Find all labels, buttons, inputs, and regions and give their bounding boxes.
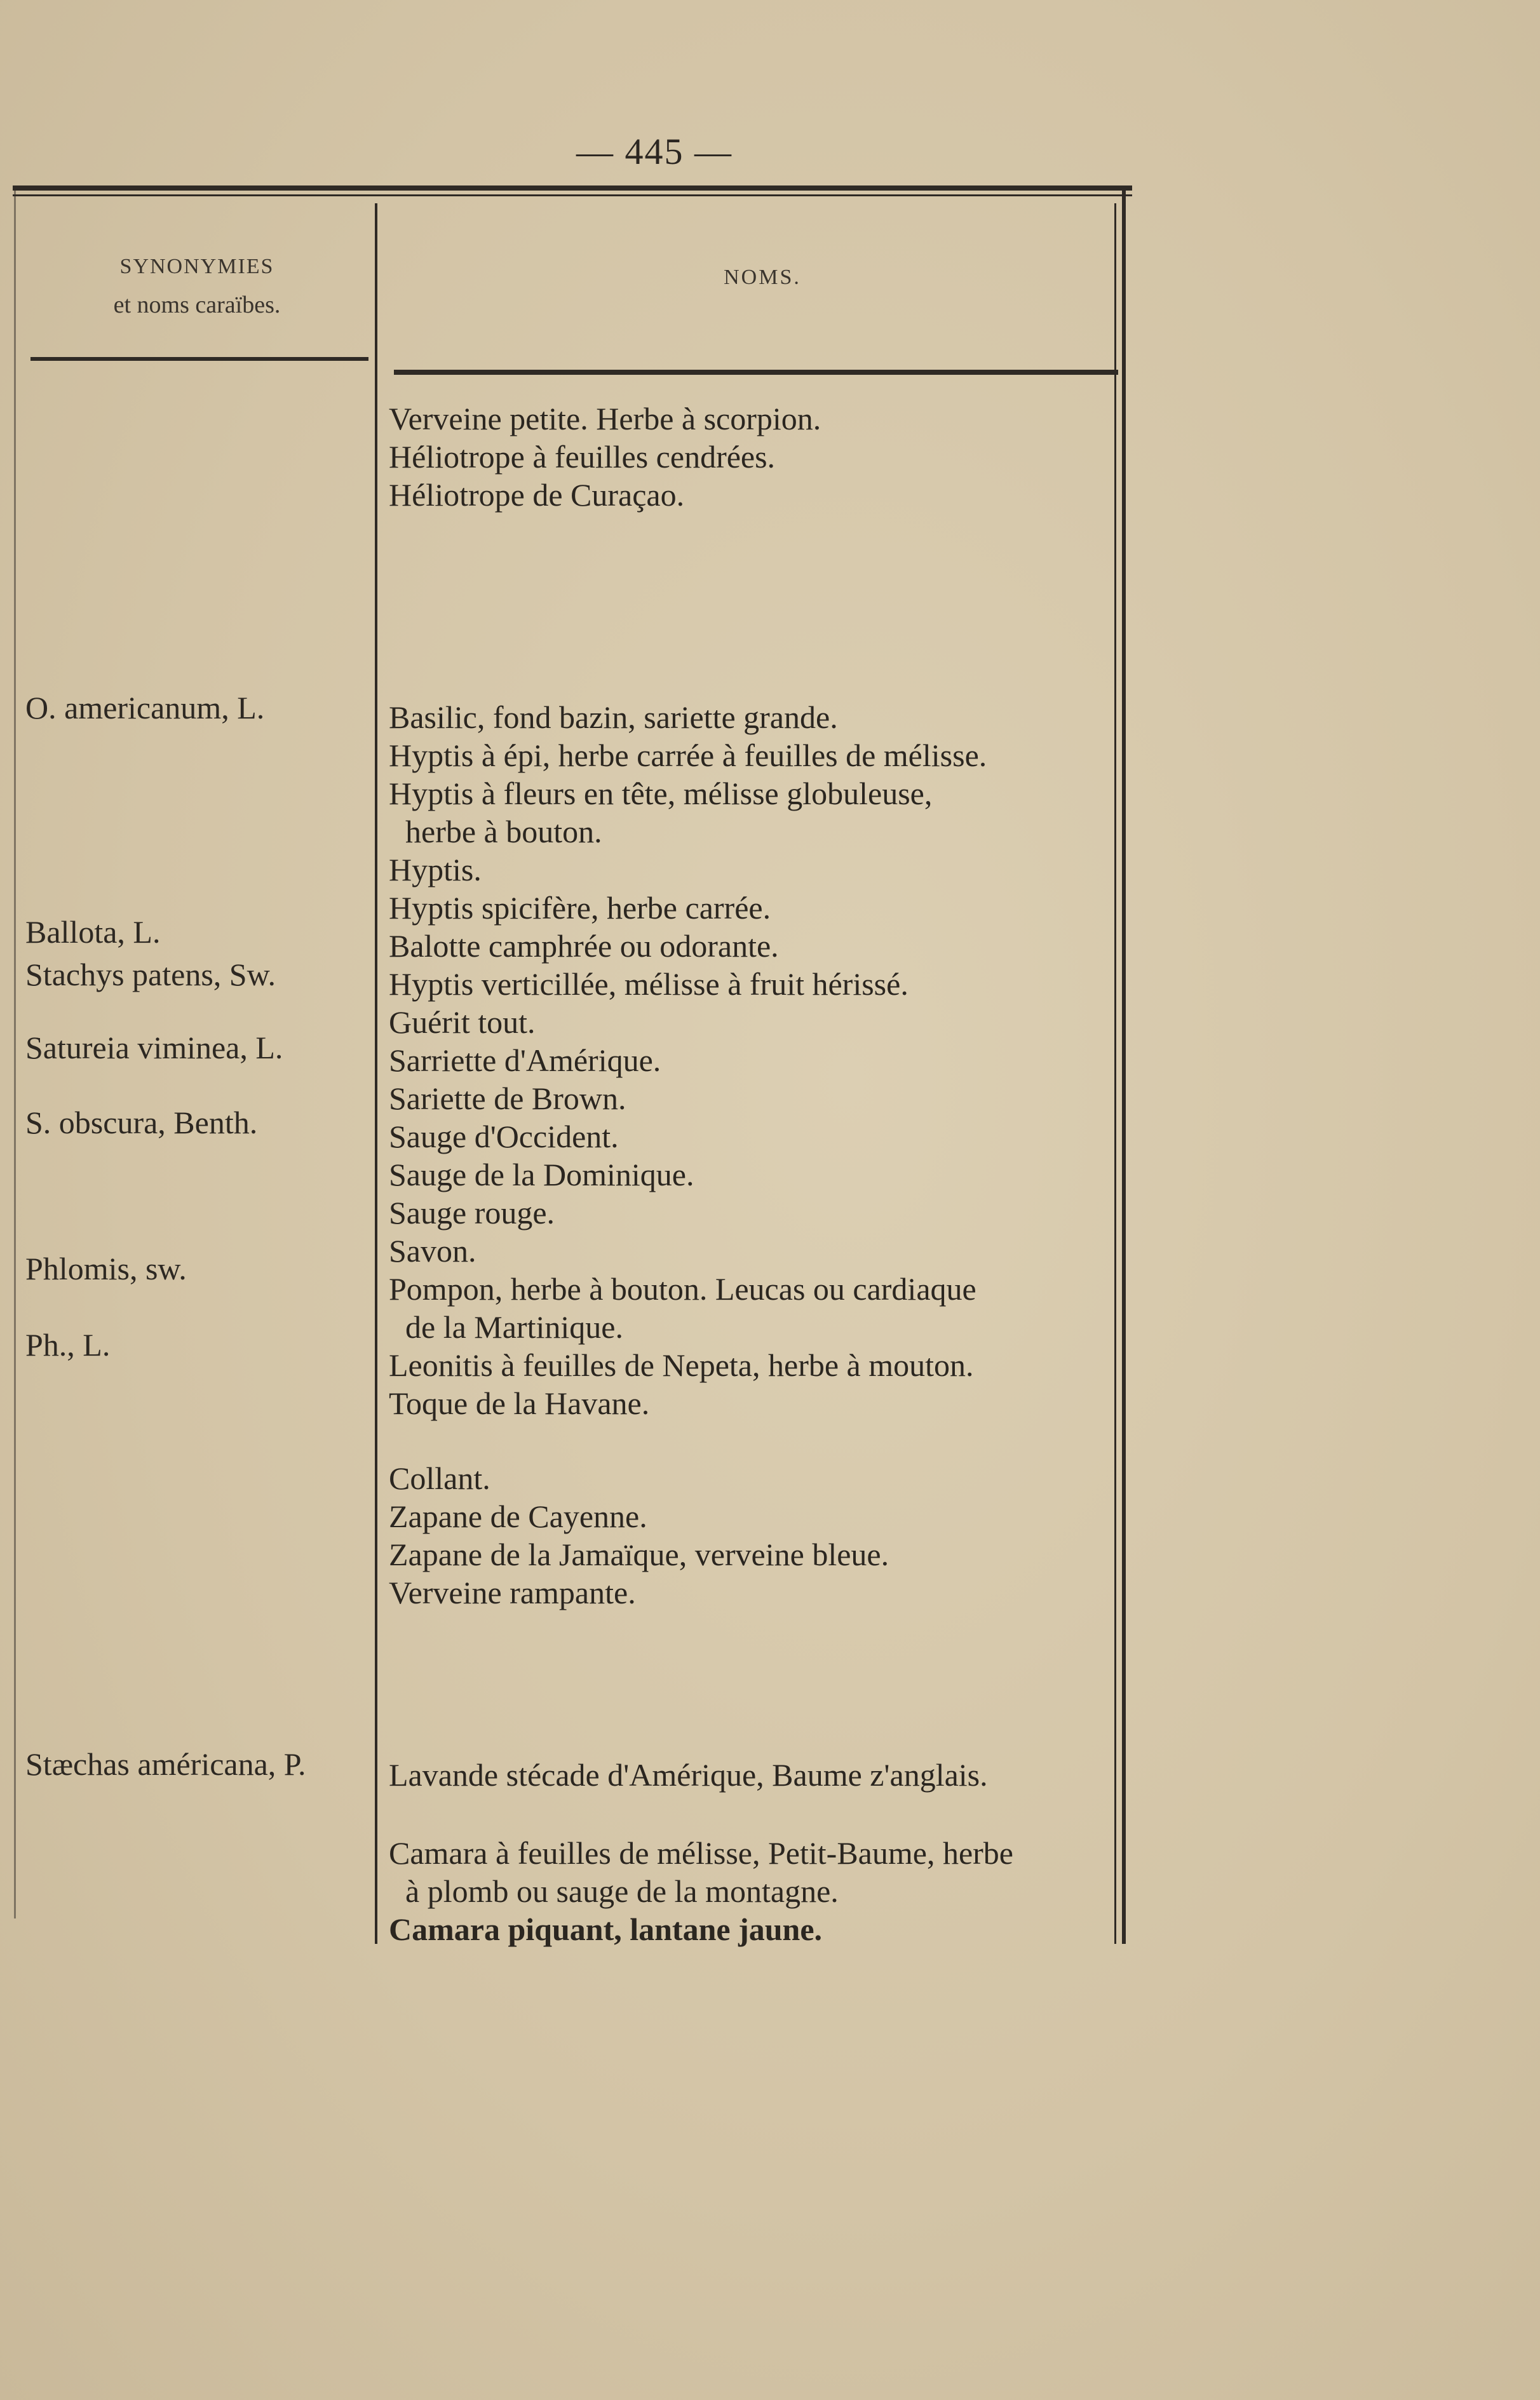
name-entry: herbe à bouton. [405,814,602,849]
synonym-entry: Phlomis, sw. [25,1251,187,1286]
name-entry: Guérit tout. [389,1004,536,1040]
column-divider [375,203,377,1944]
synonym-entry: Ballota, L. [25,914,161,950]
name-entry: Leonitis à feuilles de Nepeta, herbe à mouton. [389,1347,974,1383]
synonymies-header [70,235,324,318]
header-rule-left [30,357,368,361]
name-entry: Hyptis à fleurs en tête, mélisse globuleuse, [389,776,933,811]
name-entry: de la Martinique. [405,1309,623,1345]
name-entry: Toque de la Havane. [389,1385,650,1421]
name-entry: Camara piquant, lantane jaune. [389,1911,823,1947]
name-entry: Savon. [389,1233,476,1269]
name-entry: Pompon, herbe à bouton. Leucas ou cardiaque [389,1271,976,1307]
name-entry: Collant. [389,1460,490,1496]
name-entry: Camara à feuilles de mélisse, Petit-Baume, herbe [389,1835,1013,1871]
name-entry: à plomb ou sauge de la montagne. [405,1873,839,1909]
name-entry: Hyptis verticillée, mélisse à fruit hérissé. [389,966,908,1002]
name-entry: Basilic, fond bazin, sariette grande. [389,699,838,735]
table-top-rule-thin [13,194,1132,196]
name-entry: Hyptis à épi, herbe carrée à feuilles de mélisse. [389,738,987,773]
name-entry: Zapane de Cayenne. [389,1499,647,1534]
synonym-entry: O. americanum, L. [25,690,265,725]
table-left-border [14,191,16,1918]
name-entry: Verveine rampante. [389,1575,636,1610]
synonym-entry: Stæchas américana, P. [25,1746,306,1782]
noms-header: NOMS. [724,266,801,289]
name-entry: Sauge rouge. [389,1195,555,1230]
synonym-entry: Satureia viminea, L. [25,1030,283,1065]
name-entry: Hyptis spicifère, herbe carrée. [389,890,771,926]
table-right-border-inner [1114,203,1116,1944]
name-entry: Balotte camphrée ou odorante. [389,928,779,964]
synonymies-header-line2: et noms caraïbes. [113,292,281,318]
name-entry: Sariette de Brown. [389,1081,626,1116]
header-rule-right [394,370,1118,375]
table-top-rule [13,185,1132,191]
synonymies-header-line1: SYNONYMIES [119,255,274,278]
synonym-entry: Ph., L. [25,1327,111,1363]
name-entry: Sauge de la Dominique. [389,1157,694,1192]
name-entry: Sauge d'Occident. [389,1119,619,1154]
name-entry: Zapane de la Jamaïque, verveine bleue. [389,1537,889,1572]
name-entry: Lavande stécade d'Amérique, Baume z'anglais. [389,1757,988,1793]
name-entry: Sarriette d'Amérique. [389,1042,661,1078]
name-entry: Verveine petite. Herbe à scorpion. [389,401,821,436]
name-entry: Hyptis. [389,852,482,887]
page-number: — 445 — [576,131,733,172]
name-entry: Héliotrope de Curaçao. [389,477,685,513]
synonym-entry: S. obscura, Benth. [25,1105,258,1140]
name-entry: Héliotrope à feuilles cendrées. [389,439,776,475]
synonym-entry: Stachys patens, Sw. [25,957,276,992]
table-right-border [1122,191,1126,1944]
